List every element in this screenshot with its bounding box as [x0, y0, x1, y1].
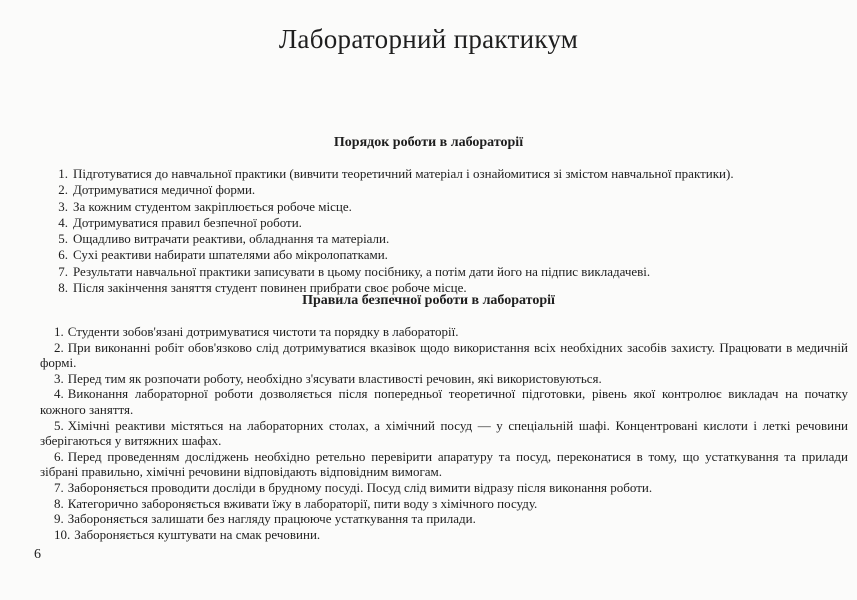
list-item: [40, 324, 848, 340]
item-number: 3.: [54, 370, 64, 386]
item-text: Студенти зобов'язані дотримуватися чистоти та порядку в лабораторії.: [67, 324, 459, 339]
list-item: [52, 264, 734, 280]
item-number: 8.: [54, 495, 64, 511]
section-heading-safety-rules: Правила безпечної роботи в лабораторії: [302, 293, 555, 308]
item-text: При виконанні робіт обов'язково слід дотримуватися вказівок щодо використання всіх необхідних засобів захисту. Працювати в медичній формі.: [40, 339, 848, 371]
list-item: [52, 166, 734, 182]
item-number: 5.: [58, 231, 68, 247]
item-text: Забороняється проводити досліди в брудному посуді. Посуд слід вимити відразу після виконання роботи.: [67, 479, 653, 495]
item-number: 6.: [58, 247, 68, 263]
item-text: Хімічні реактиви містяться на лабораторних столах, а хімічний посуд — у спеціальній шафі. Концентровані кислоти і леткі речовини зберігаються у витяжних шафах.: [40, 417, 848, 449]
page-title: Лабораторний практикум: [278, 24, 579, 54]
list-item: [52, 231, 734, 247]
item-text: Дотримуватися правил безпечної роботи.: [73, 214, 302, 230]
list-item: [52, 182, 734, 198]
item-text: Забороняється залишати без нагляду працююче устаткування та прилади.: [67, 511, 476, 527]
list-item: [40, 418, 848, 449]
section-heading-lab-procedure: Порядок роботи в лабораторії: [333, 135, 524, 150]
item-text: Категорично забороняється вживати їжу в лабораторії, пити воду з хімічного посуду.: [67, 495, 538, 511]
item-number: 10.: [54, 526, 71, 542]
item-number: 6.: [54, 448, 64, 464]
item-text: Забороняється куштувати на смак речовини.: [74, 526, 321, 542]
item-text: Перед проведенням досліджень необхідно ретельно перевірити апаратуру та посуд, переконатися в тому, що устаткування та прилади зібрані правильно, хімічні речовини відповідають відповідним вимогам.: [40, 448, 848, 480]
item-text: Сухі реактиви набирати шпателями або мікролопатками.: [73, 247, 388, 263]
item-number: 9.: [54, 511, 64, 527]
item-text: Дотримуватися медичної форми.: [73, 182, 256, 198]
safety-rules-list: [40, 324, 848, 542]
list-item: [40, 449, 848, 480]
item-text: Підготуватися до навчальної практики (вивчити теоретичний матеріал і ознайомитися зі змістом навчальної практики).: [73, 166, 734, 181]
list-item: [40, 527, 848, 543]
item-text: Перед тим як розпочати роботу, необхідно з'ясувати властивості речовин, які використовуються.: [67, 370, 602, 386]
list-item: [40, 371, 848, 387]
item-number: 5.: [54, 417, 64, 433]
item-number: 4.: [54, 386, 64, 402]
item-text: Після закінчення заняття студент повинен прибрати своє робоче місце.: [73, 280, 467, 296]
list-item: [40, 340, 848, 371]
list-item: [52, 215, 734, 231]
lab-procedure-list: [52, 166, 734, 296]
list-item: [40, 511, 848, 527]
item-number: 4.: [58, 214, 68, 230]
item-text: Результати навчальної практики записувати в цьому посібнику, а потім дати його на підпис викладачеві.: [73, 263, 651, 279]
item-text: За кожним студентом закріплюється робоче місце.: [73, 198, 352, 214]
item-text: Ощадливо витрачати реактиви, обладнання та матеріали.: [73, 231, 390, 247]
item-number: 1.: [58, 166, 68, 181]
item-text: Виконання лабораторної роботи дозволяється після попередньої теоретичної підготовки, рівень якої контролює викладач на початку кожного заняття.: [40, 386, 848, 417]
item-number: 3.: [58, 198, 68, 214]
item-number: 8.: [58, 280, 68, 296]
list-item: [40, 386, 848, 417]
item-number: 7.: [54, 479, 64, 495]
page-number: 6: [34, 547, 41, 562]
item-number: 2.: [54, 339, 64, 355]
item-number: 1.: [54, 324, 64, 339]
item-number: 2.: [58, 182, 68, 198]
list-item: [40, 496, 848, 512]
list-item: [52, 247, 734, 263]
list-item: [40, 480, 848, 496]
list-item: [52, 199, 734, 215]
item-number: 7.: [58, 263, 68, 279]
